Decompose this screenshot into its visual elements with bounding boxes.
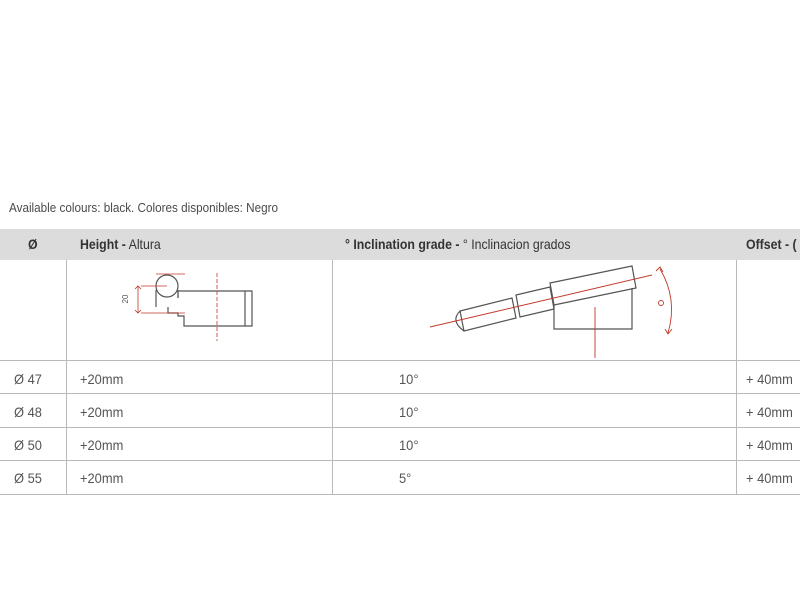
col-divider-3 bbox=[736, 260, 737, 494]
height-dimension-label: 20 bbox=[121, 294, 130, 304]
row-divider bbox=[0, 494, 800, 495]
height-hinge-diagram bbox=[110, 265, 270, 350]
cell-diameter: Ø 47 bbox=[14, 371, 42, 387]
cell-offset: + 40mm bbox=[746, 371, 793, 387]
cell-height: +20mm bbox=[80, 470, 124, 486]
cell-height: +20mm bbox=[80, 404, 124, 420]
cell-offset: + 40mm bbox=[746, 470, 793, 486]
cell-inclination: 10° bbox=[399, 437, 419, 453]
row-divider bbox=[0, 427, 800, 428]
row-divider bbox=[0, 460, 800, 461]
header-diameter: Ø bbox=[28, 236, 38, 252]
col-divider-2 bbox=[332, 260, 333, 494]
header-inclination: ° Inclination grade - ° Inclinacion grados bbox=[345, 236, 571, 252]
cell-inclination: 10° bbox=[399, 371, 419, 387]
cell-offset: + 40mm bbox=[746, 404, 793, 420]
col-divider-1 bbox=[66, 260, 67, 494]
cell-inclination: 5° bbox=[399, 470, 412, 486]
header-offset: Offset - ( bbox=[746, 236, 797, 252]
header-height: Height - Altura bbox=[80, 236, 161, 252]
table-header bbox=[0, 229, 800, 260]
row-divider bbox=[0, 393, 800, 394]
available-colours-note: Available colours: black. Colores disponibles: Negro bbox=[9, 200, 279, 215]
cell-inclination: 10° bbox=[399, 404, 419, 420]
cell-diameter: Ø 48 bbox=[14, 404, 42, 420]
cell-offset: + 40mm bbox=[746, 437, 793, 453]
cell-height: +20mm bbox=[80, 371, 124, 387]
cell-diameter: Ø 50 bbox=[14, 437, 42, 453]
cell-diameter: Ø 55 bbox=[14, 470, 42, 486]
cell-height: +20mm bbox=[80, 437, 124, 453]
inclination-hinge-diagram bbox=[420, 263, 690, 363]
